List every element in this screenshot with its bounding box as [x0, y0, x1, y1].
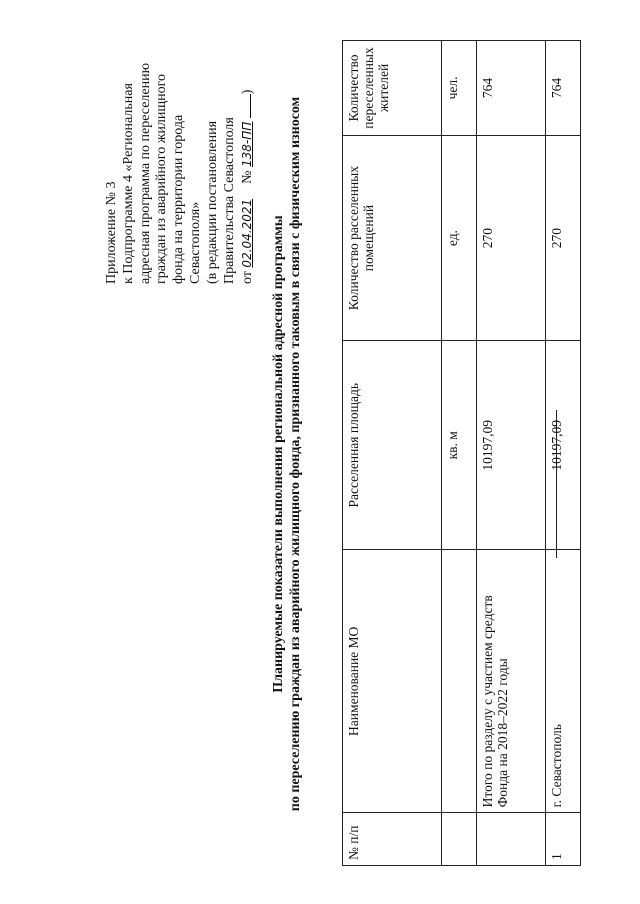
table-units-row — [442, 41, 477, 866]
header-premises: Количество расселенных помещений — [343, 135, 442, 340]
header-area: Расселенная площадь — [343, 341, 442, 550]
appendix-line: (в редакции постановления — [204, 120, 220, 284]
appendix-block — [104, 54, 257, 284]
appendix-line: граждан из аварийного жилищного — [154, 73, 170, 284]
cell-num: 1 — [546, 813, 581, 866]
appendix-line: Приложение № 3 — [104, 181, 119, 284]
cell-num — [477, 813, 546, 866]
appendix-line: Правительства Севастополя — [221, 117, 237, 284]
document-heading — [270, 44, 304, 864]
resolution-number: 138-ПП — [240, 121, 255, 167]
heading-line-1: Планируемые показатели выполнения региональной адресной программы — [271, 215, 286, 693]
cell-residents: 764 — [477, 41, 546, 136]
cell-area: 10197,09 — [477, 341, 546, 550]
header-num: № п/п — [343, 813, 442, 866]
unit-residents: чел. — [442, 41, 477, 136]
appendix-line: фонда на территории города — [171, 114, 187, 284]
cell-area: 10197,09 — [546, 341, 581, 550]
unit-empty — [442, 813, 477, 866]
close-paren: ) — [240, 89, 256, 95]
heading-line-2: по переселению граждан из аварийного жилищного фонда, признанного таковым в связи с физическим износом — [288, 96, 303, 812]
cell-residents: 764 — [546, 41, 581, 136]
cell-premises: 270 — [477, 135, 546, 340]
table-row — [477, 41, 546, 866]
resolution-date: 02.04.2021 — [240, 198, 255, 268]
table-row — [546, 41, 581, 866]
appendix-line: Севастополя» — [187, 201, 203, 284]
appendix-line: к Подпрограмме 4 «Региональная — [120, 83, 136, 284]
number-prefix: № — [240, 170, 256, 184]
unit-empty — [442, 550, 477, 813]
appendix-date-line — [238, 54, 257, 284]
appendix-line: адресная программа по переселению — [137, 62, 153, 284]
cell-name: Итого по разделу с участием средств Фонда на 2018–2022 годы — [477, 550, 546, 813]
table-header-row — [343, 41, 442, 866]
unit-premises: ед. — [442, 135, 477, 340]
header-mo-name: Наименование МО — [343, 550, 442, 813]
cell-premises: 270 — [546, 135, 581, 340]
underline-blank — [238, 94, 251, 118]
header-residents: Количество переселенных жителей — [343, 41, 442, 136]
unit-area: кв. м — [442, 341, 477, 550]
date-prefix: от — [240, 271, 256, 284]
cell-name: г. Севастополь — [546, 550, 581, 813]
indicators-table — [342, 40, 581, 866]
